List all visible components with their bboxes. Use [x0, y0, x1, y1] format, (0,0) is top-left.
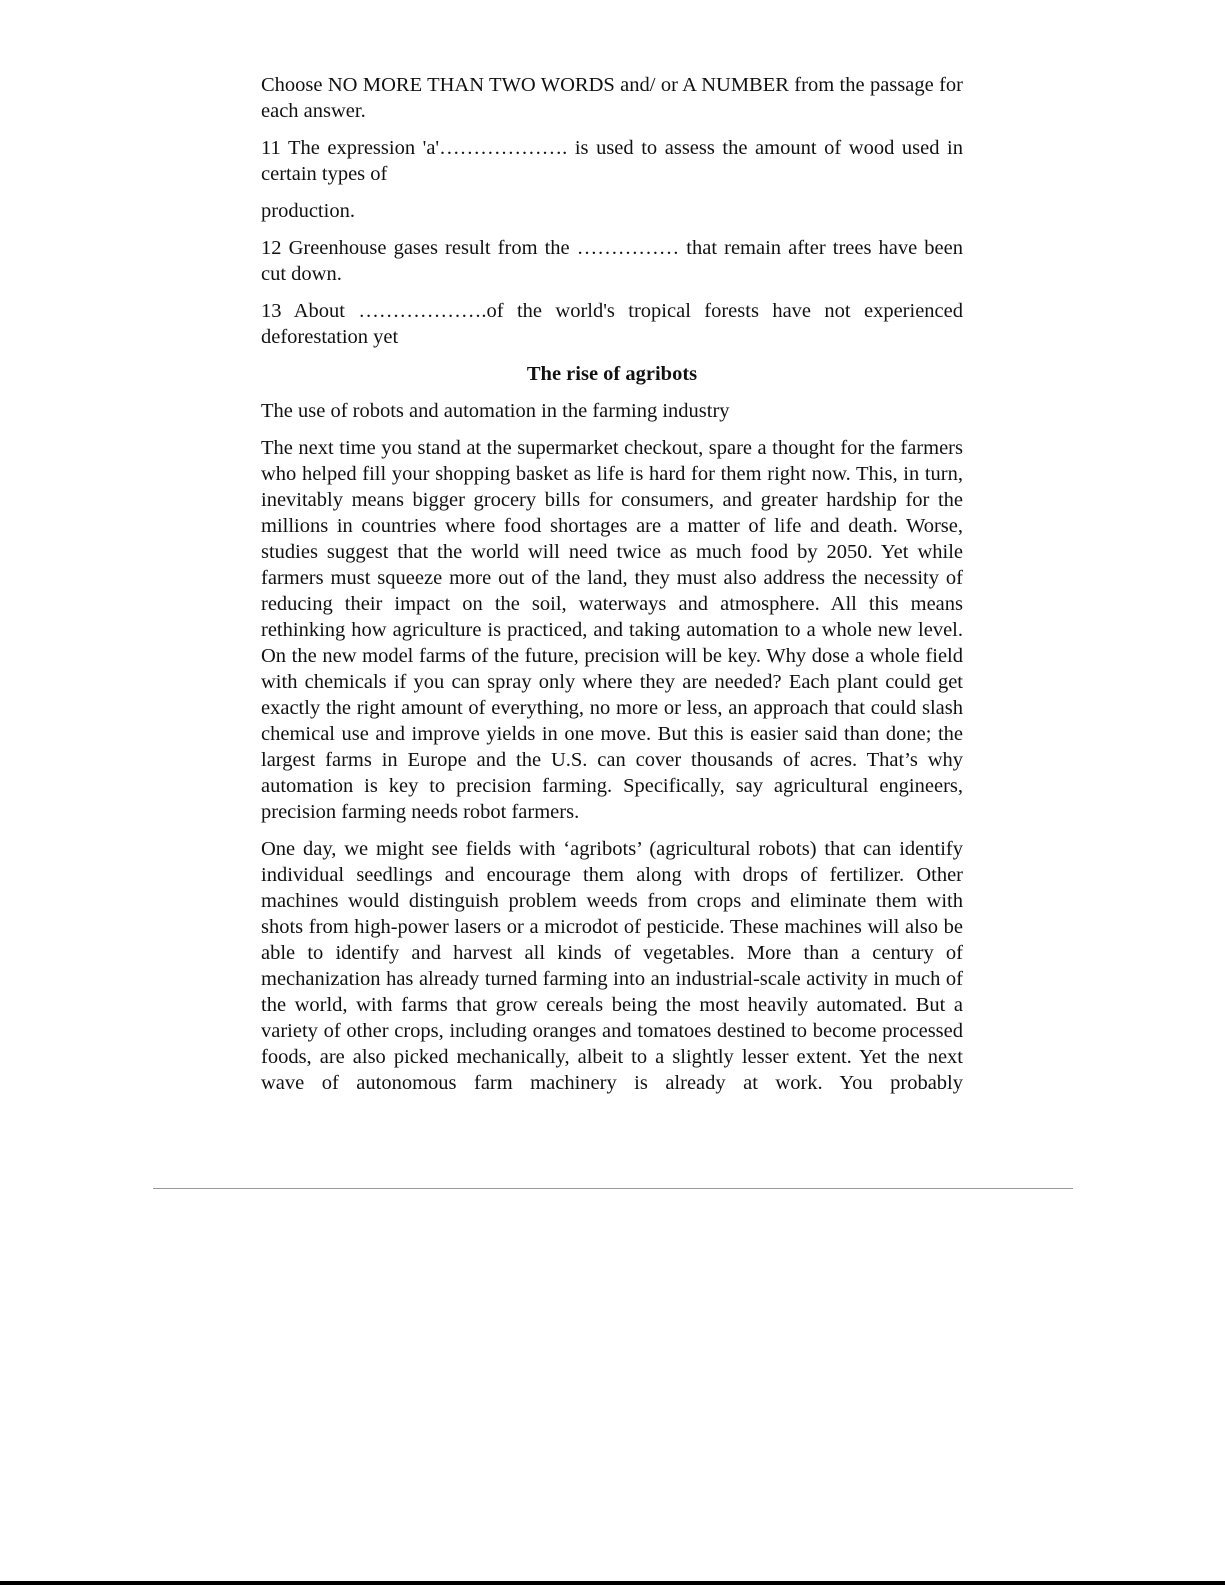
question-11-continuation: production. — [261, 200, 355, 222]
document-page — [261, 72, 963, 1107]
passage-paragraph-1: The next time you stand at the supermarket checkout, spare a thought for the farmers who helped fill your shopping basket as life is hard for them right now. This, in turn, inevitably means bigger grocery bills for consumers, and greater hardship for the millions in countries where food shortages are a matter of life and death. Worse, studies suggest that the world will need twice as much food by 2050. Yet while farmers must squeeze more out of the land, they must also address the necessity of reducing their impact on the soil, waterways and atmosphere. All this means rethinking how agriculture is practiced, and taking automation to a whole new level. On the new model farms of the future, precision will be key. Why dose a whole field with chemicals if you can spray only where they are needed? Each plant could get exactly the right amount of everything, no more or less, an approach that could slash chemical use and improve yields in one move. But this is easier said than done; the largest farms in Europe and the U.S. can cover thousands of acres. That’s why automation is key to precision farming. Specifically, say agricultural engineers, precision farming needs robot farmers. — [261, 437, 963, 823]
passage-title: The rise of agribots — [526, 363, 698, 385]
question-11: 11 The expression 'a'………………. is used to assess the amount of wood used in certain types of — [261, 137, 963, 185]
page-divider — [153, 1188, 1073, 1189]
bottom-edge-bar — [0, 1581, 1225, 1585]
passage-subtitle: The use of robots and automation in the farming industry — [261, 400, 730, 422]
question-12: 12 Greenhouse gases result from the …………… that remain after trees have been cut down. — [261, 237, 963, 285]
question-13: 13 About ……………….of the world's tropical forests have not experienced deforestation yet — [261, 300, 963, 348]
instruction-text: Choose NO MORE THAN TWO WORDS and/ or A NUMBER from the passage for each answer. — [261, 74, 963, 122]
passage-paragraph-2: One day, we might see fields with ‘agribots’ (agricultural robots) that can identify individual seedlings and encourage them along with drops of fertilizer. Other machines would distinguish problem weeds from crops and eliminate them with shots from high-power lasers or a microdot of pesticide. These machines will also be able to identify and harvest all kinds of vegetables. More than a century of mechanization has already turned farming into an industrial-scale activity in much of the world, with farms that grow cereals being the most heavily automated. But a variety of other crops, including oranges and tomatoes destined to become processed foods, are also picked mechanically, albeit to a slightly lesser extent. Yet the next wave of autonomous farm machinery is already at work. You probably — [261, 838, 963, 1094]
